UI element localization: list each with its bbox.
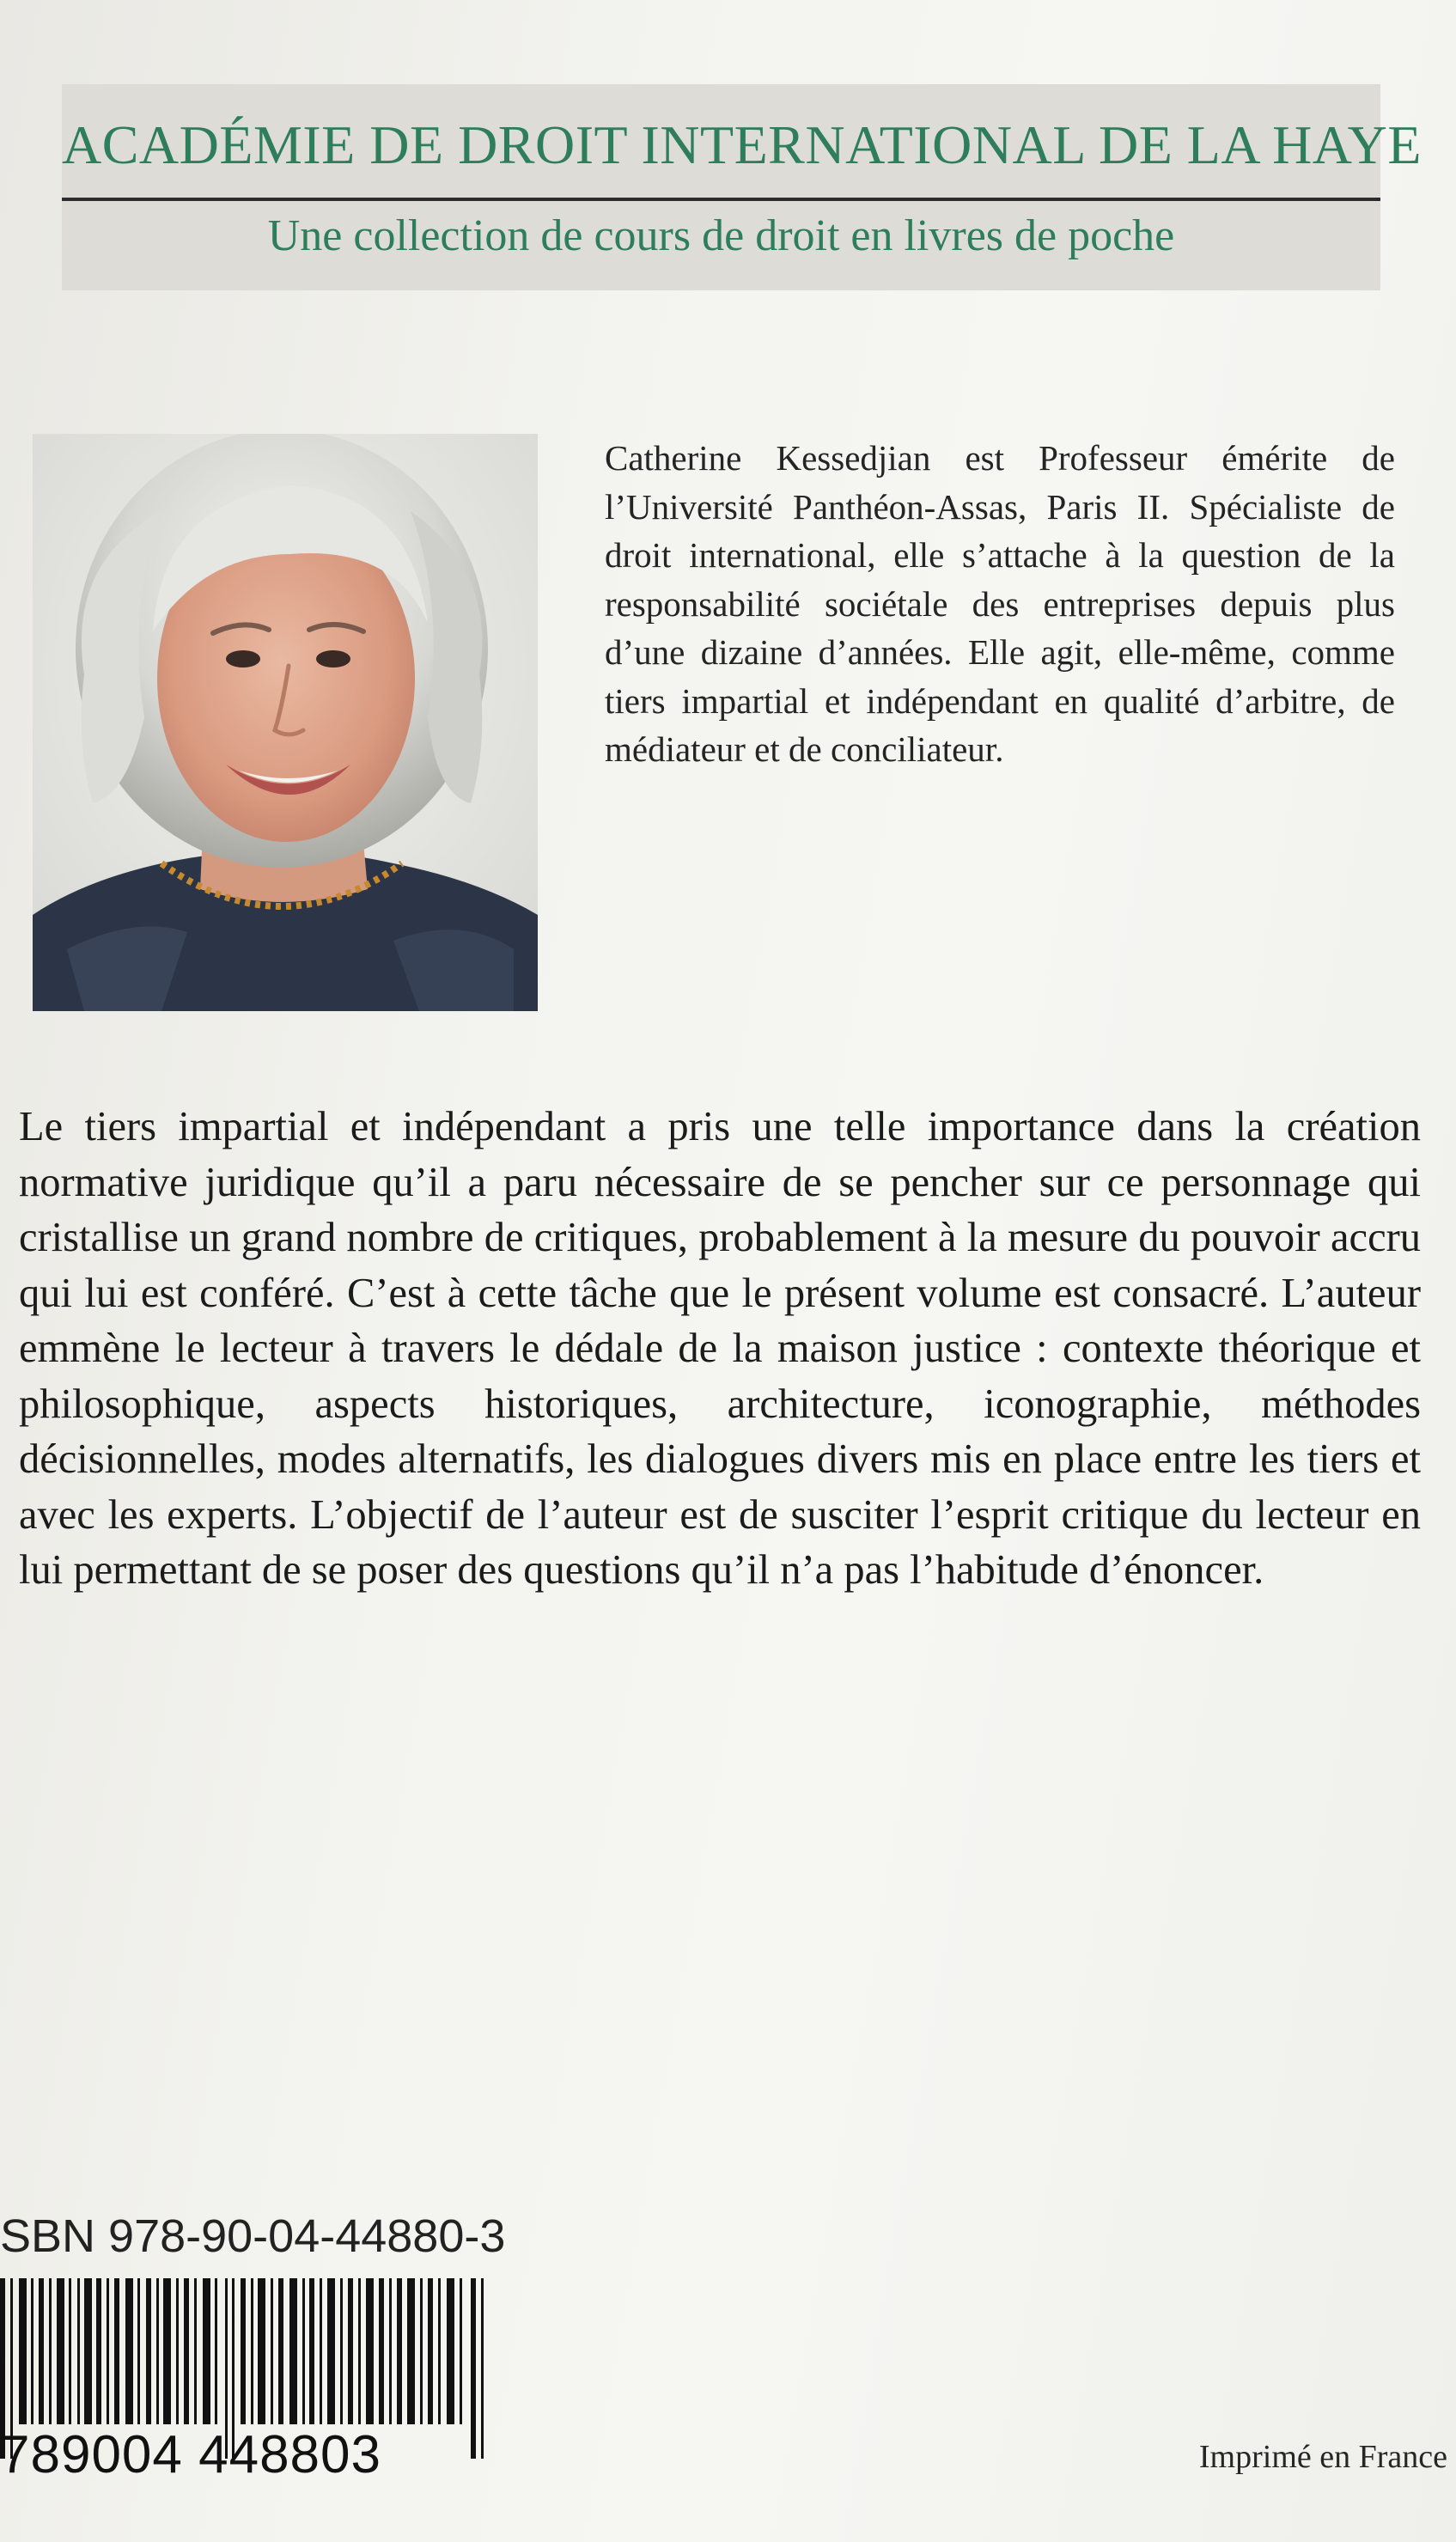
isbn-label: SBN 978-90-04-44880-3 <box>0 2210 506 2262</box>
collection-subtitle: Une collection de cours de droit en livres de poche <box>267 211 1175 260</box>
book-description: Le tiers impartial et indépendant a pris une telle importance dans la création normative juridique qu’il a paru nécessaire de se pencher sur ce personnage qui cristallise un grand nombre de critiques, probablement à la mesure du pouvoir accru qui lui est conféré. C’est à cette tâche que le présent volume est consacré. L’auteur emmène le lecteur à travers le dédale de la maison justice : contexte théorique et philosophique, aspects historiques, architecture, iconographie, méthodes décisionnelles, modes alternatifs, les dialogues divers mis en place entre les tiers et avec les experts. L’objectif de l’auteur est de susciter l’esprit critique du lecteur en lui permettant de se poser des questions qu’il n’a pas l’habitude d’énoncer. <box>19 1104 1421 1593</box>
academy-title: ACADÉMIE DE DROIT INTERNATIONAL DE LA HAYE <box>62 114 1422 175</box>
author-photo <box>33 434 538 1011</box>
barcode-digits: 789004 448803 <box>0 2425 382 2484</box>
printed-in-label: Imprimé en France <box>1198 2439 1447 2475</box>
author-bio: Catherine Kessedjian est Professeur émérite de l’Université Panthéon-Assas, Paris II. Spécialiste de droit international, elle s’attache à la question de la responsabilité sociétale des entreprises depuis plus d’une dizaine d’années. Elle agit, elle-même, comme tiers impartial et indépendant en qualité d’arbitre, de médiateur et de conciliateur. <box>605 438 1395 769</box>
header-divider <box>62 198 1380 201</box>
